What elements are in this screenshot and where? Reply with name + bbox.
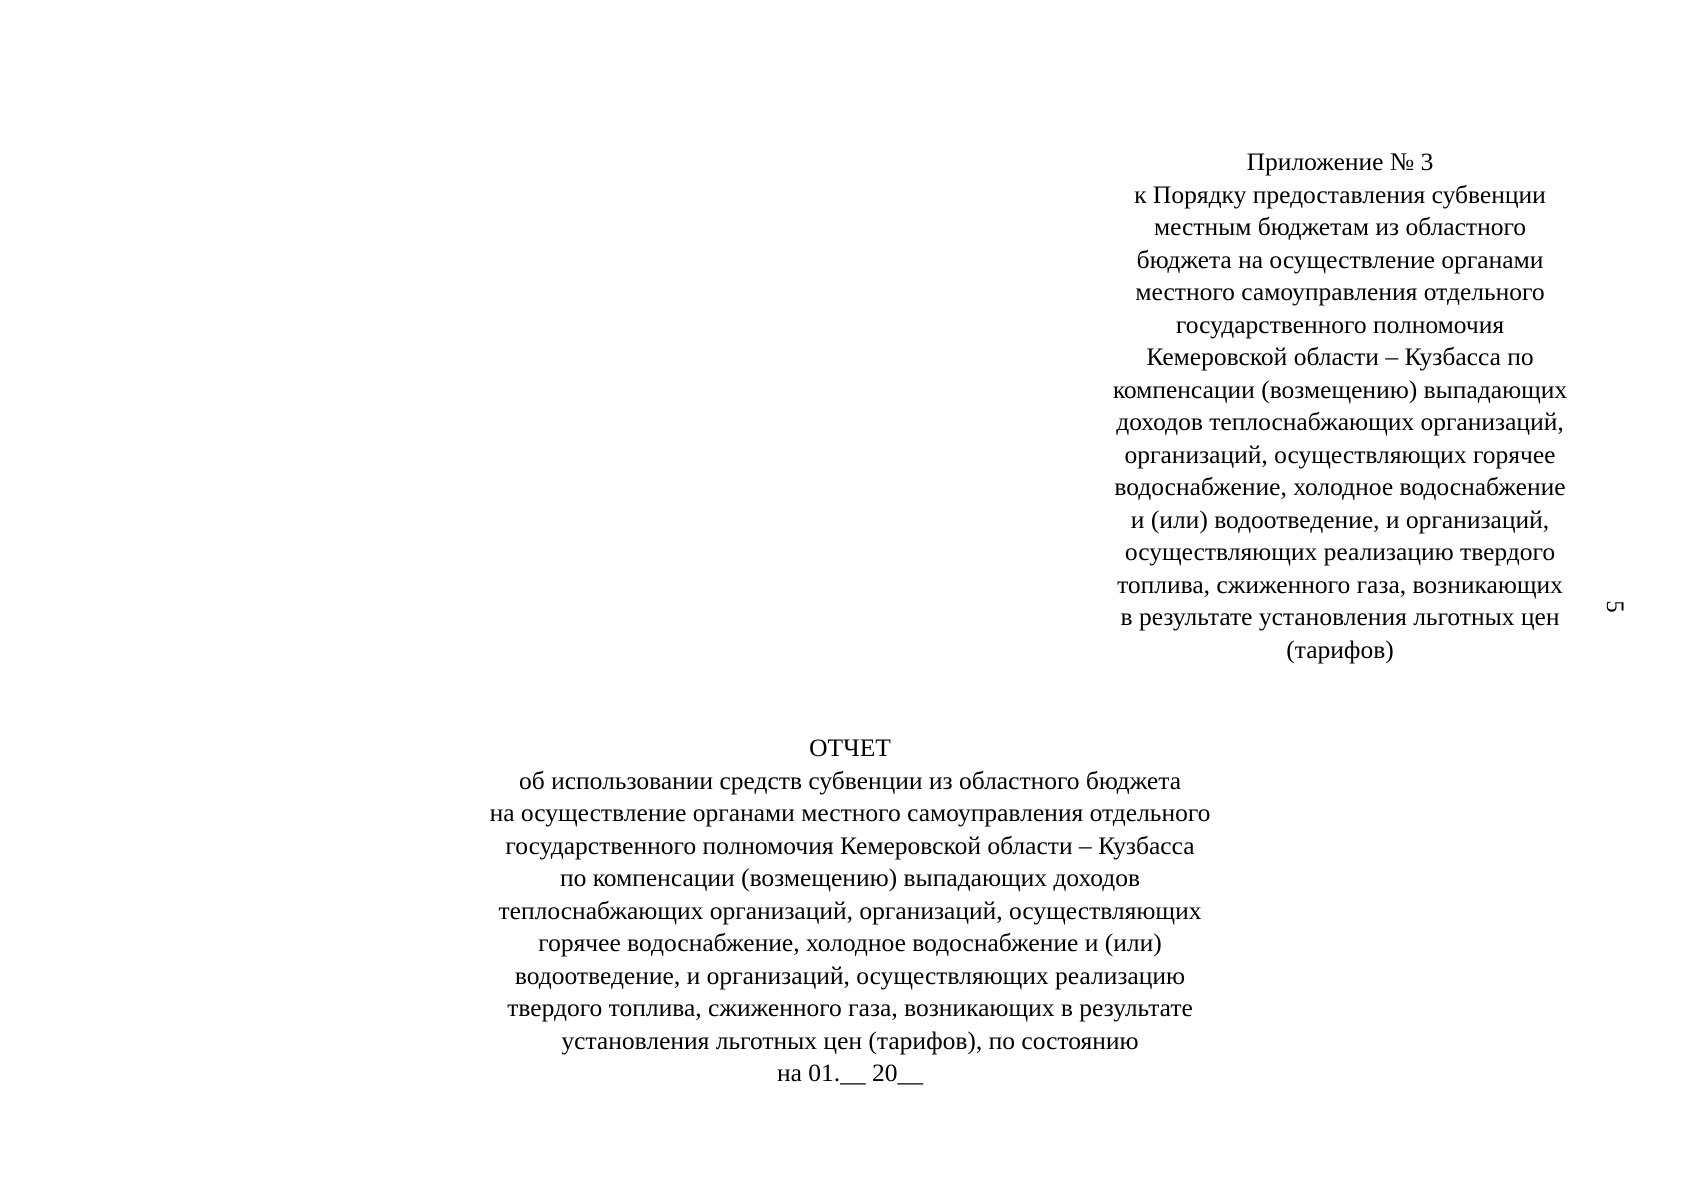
- appendix-line: организаций, осуществляющих горячее: [1124, 439, 1556, 469]
- report-line: государственного полномочия Кемеровской области – Кузбасса: [505, 830, 1195, 860]
- report-line: твердого топлива, сжиженного газа, возникающих в результате: [507, 993, 1193, 1022]
- appendix-line: и (или) водоотведение, и организаций,: [1130, 504, 1550, 534]
- appendix-line: осуществляющих реализацию твердого: [1124, 537, 1556, 566]
- appendix-line: топлива, сжиженного газа, возникающих: [1117, 569, 1563, 599]
- report-line: по компенсации (возмещению) выпадающих доходов: [559, 863, 1141, 892]
- appendix-line: бюджета на осуществление органами: [1136, 244, 1544, 274]
- appendix-line: местного самоуправления отдельного: [1135, 277, 1545, 306]
- report-heading: [420, 732, 1280, 1090]
- appendix-line: государственного полномочия: [1175, 309, 1505, 339]
- report-line: теплоснабжающих организаций, организаций, осуществляющих: [498, 895, 1202, 925]
- appendix-line: (тарифов): [1286, 634, 1394, 664]
- appendix-line: местным бюджетам из областного: [1153, 212, 1527, 241]
- report-title: ОТЧЕТ: [809, 733, 891, 762]
- appendix-line: к Порядку предоставления субвенции: [1134, 179, 1546, 209]
- appendix-line: доходов теплоснабжающих организаций,: [1116, 407, 1564, 436]
- report-line: установления льготных цен (тарифов), по состоянию: [561, 1025, 1139, 1055]
- report-date-line: на 01.__ 20__: [776, 1058, 924, 1087]
- report-line: водоотведение, и организаций, осуществляющих реализацию: [514, 960, 1186, 990]
- appendix-line: в результате установления льготных цен: [1120, 602, 1560, 631]
- appendix-header: [1060, 146, 1620, 666]
- appendix-line: Кемеровской области – Кузбасса по: [1146, 342, 1534, 371]
- report-line: на осуществление органами местного самоуправления отдельного: [489, 798, 1211, 827]
- report-line: горячее водоснабжение, холодное водоснабжение и (или): [538, 928, 1162, 957]
- report-line: об использовании средств субвенции из областного бюджета: [518, 765, 1182, 795]
- appendix-title: Приложение № 3: [1246, 147, 1434, 176]
- appendix-line: компенсации (возмещению) выпадающих: [1112, 374, 1568, 404]
- page-number: 5: [1600, 600, 1628, 613]
- appendix-line: водоснабжение, холодное водоснабжение: [1114, 472, 1566, 501]
